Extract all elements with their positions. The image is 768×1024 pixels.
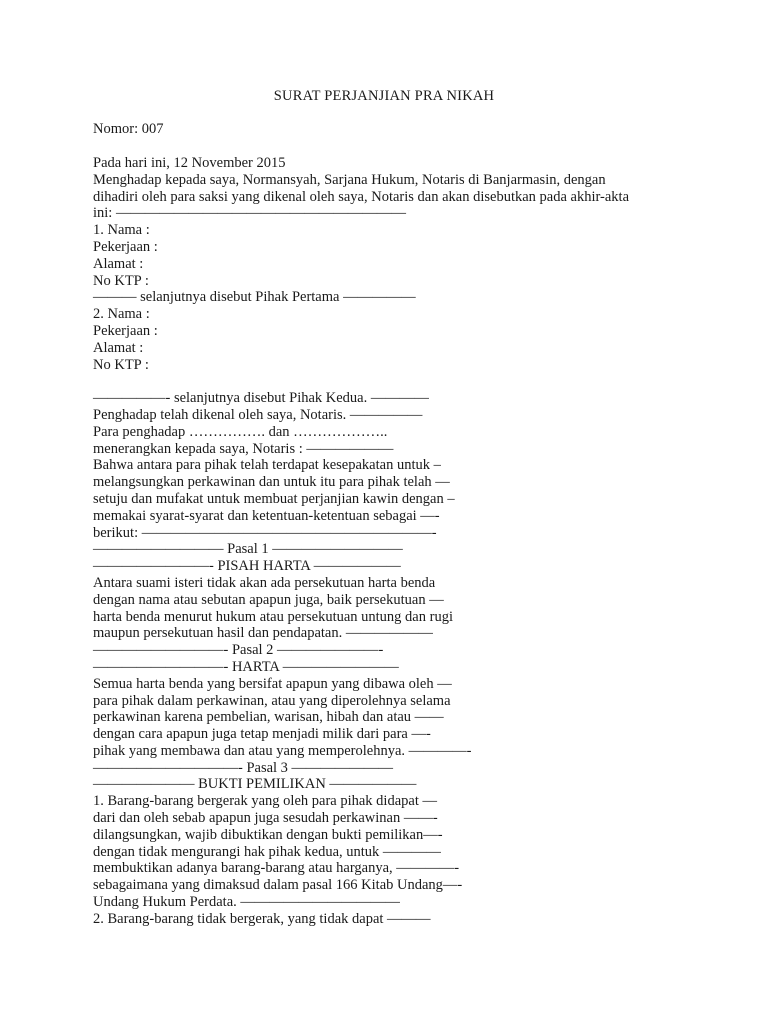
document-line: Semua harta benda yang bersifat apapun yang dibawa oleh —: [93, 675, 452, 692]
document-line: membuktikan adanya barang-barang atau harganya, ————-: [93, 860, 460, 877]
document-line: sebagaimana yang dimaksud dalam pasal 166 Kitab Undang—-: [93, 877, 463, 894]
document-line: Pekerjaan :: [93, 322, 158, 339]
document-line: Para penghadap ……………. dan ………………..: [93, 423, 388, 440]
document-line: harta benda menurut hukum atau persekutuan untung dan rugi: [93, 608, 453, 625]
document-line: dihadiri oleh para saksi yang dikenal oleh saya, Notaris dan akan disebutkan pada akhir-akta: [93, 188, 630, 205]
document-number: Nomor: 007: [93, 121, 164, 137]
document-line: dengan nama atau sebutan apapun juga, baik persekutuan —: [93, 591, 444, 608]
document-line: menerangkan kepada saya, Notaris : ——————: [93, 440, 394, 457]
document-title: SURAT PERJANJIAN PRA NIKAH: [273, 88, 495, 104]
document-line: dengan cara apapun juga tetap menjadi milik dari para —-: [93, 726, 431, 743]
document-line: 1. Nama :: [93, 222, 150, 239]
document-line: ——————————- Pasal 3 ———————: [93, 759, 394, 776]
document-line: maupun persekutuan hasil dan pendapatan. ——————: [93, 625, 433, 642]
document-line: Pekerjaan :: [93, 238, 158, 255]
document-line: Alamat :: [93, 255, 144, 272]
document-line: Pada hari ini, 12 November 2015: [93, 155, 286, 171]
document-line: —————————- Pasal 2 ———————-: [93, 642, 384, 659]
document-line: Alamat :: [93, 339, 144, 356]
document-line: 2. Nama :: [93, 306, 150, 323]
document-line: para pihak dalam perkawinan, atau yang diperolehnya selama: [93, 692, 451, 709]
document-line: Bahwa antara para pihak telah terdapat kesepakatan untuk –: [93, 457, 441, 474]
document-line: No KTP :: [93, 356, 149, 373]
document-line: memakai syarat-syarat dan ketentuan-ketentuan sebagai —-: [93, 507, 440, 524]
document-line: ini: ————————————————————: [93, 205, 406, 222]
document-line: pihak yang membawa dan atau yang memperolehnya. ————-: [93, 742, 472, 759]
document-line: —————- selanjutnya disebut Pihak Kedua. ————: [93, 390, 429, 407]
document-line: ————————- PISAH HARTA ——————: [93, 558, 401, 575]
document-line: [93, 373, 693, 390]
document-line: Undang Hukum Perdata. ———————————: [93, 894, 400, 911]
document-line: Antara suami isteri tidak akan ada persekutuan harta benda: [93, 574, 436, 591]
document-line: ——————— BUKTI PEMILIKAN ——————: [93, 776, 417, 793]
document-line: setuju dan mufakat untuk membuat perjanjian kawin dengan –: [93, 490, 455, 507]
document-line: dilangsungkan, wajib dibuktikan dengan bukti pemilikan—-: [93, 826, 443, 843]
document-line: No KTP :: [93, 272, 149, 289]
document-line: berikut: ————————————————————-: [93, 524, 437, 541]
document-line: Menghadap kepada saya, Normansyah, Sarjana Hukum, Notaris di Banjarmasin, dengan: [93, 171, 606, 188]
document-line: —————————- HARTA ————————: [93, 658, 399, 675]
document-body: [93, 155, 693, 928]
document-line: perkawinan karena pembelian, warisan, hibah dan atau ——: [93, 709, 444, 726]
document-line: dari dan oleh sebab apapun juga sesudah perkawinan ——-: [93, 810, 438, 827]
document-line: dengan tidak mengurangi hak pihak kedua, untuk ————: [93, 843, 441, 860]
document-line: ————————— Pasal 1 —————————: [93, 541, 403, 558]
document-line: 1. Barang-barang bergerak yang oleh para pihak didapat —: [93, 793, 437, 810]
document-line: 2. Barang-barang tidak bergerak, yang tidak dapat ———: [93, 910, 431, 927]
document-line: melangsungkan perkawinan dan untuk itu para pihak telah —: [93, 474, 450, 491]
document-line: ——— selanjutnya disebut Pihak Pertama —————: [93, 289, 416, 306]
document-line: Penghadap telah dikenal oleh saya, Notaris. —————: [93, 406, 423, 423]
